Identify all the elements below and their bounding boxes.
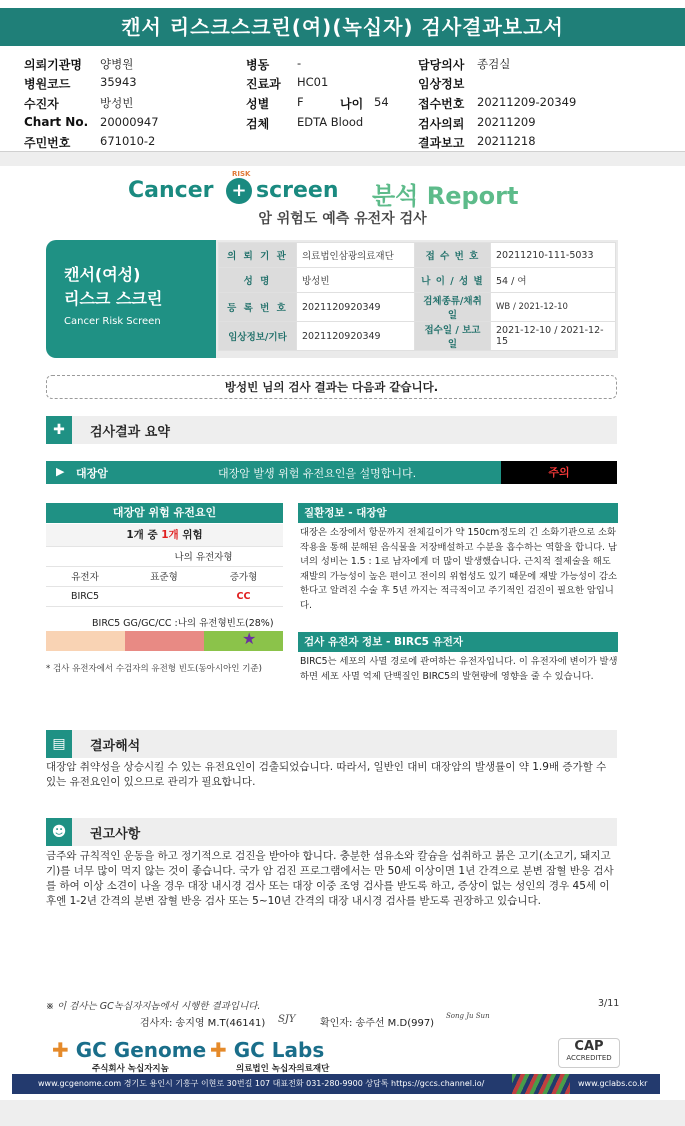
meta-value: 54 <box>374 95 389 109</box>
section-summary <box>46 416 617 444</box>
cancer-risk-bar <box>46 461 617 484</box>
gc-genome-subtitle: 주식회사 녹십자지놈 <box>92 1064 169 1074</box>
info-label: 임상정보/기타 <box>219 322 297 351</box>
report-title: 캔서 리스크스크린(여)(녹십자) 검사결과보고서 <box>0 8 685 46</box>
table-row <box>46 524 283 546</box>
meta-value: 양병원 <box>100 57 134 71</box>
factor-count <box>46 524 283 546</box>
genotype-frequency-bar <box>46 631 283 651</box>
meta-label: Chart No. <box>24 115 89 129</box>
report-icon: ▤ <box>46 730 72 758</box>
meta-value: 20211218 <box>477 134 536 148</box>
info-label: 의 뢰 기 관 <box>219 243 297 268</box>
gc-cross-icon: ✚ <box>210 1038 227 1062</box>
increase-genotype: CC <box>204 586 283 606</box>
confirmer: 확인자: 송주선 M.D(997) <box>320 1018 435 1029</box>
genotype-segment-low <box>46 631 125 651</box>
section-interpretation <box>46 730 617 758</box>
meta-label: 병동 <box>246 58 270 72</box>
meta-label: 검사의뢰 <box>418 117 465 131</box>
factor-header: 대장암 위험 유전요인 <box>46 503 283 523</box>
section-title: 검사결과 요약 <box>90 425 170 440</box>
meta-value: 방성빈 <box>100 96 134 110</box>
factor-count-risk: 1개 <box>161 529 179 542</box>
logo-risk-text: RISK <box>232 170 251 178</box>
signers <box>140 1012 490 1029</box>
logo-subtitle: 암 위험도 예측 유전자 검사 <box>258 211 427 227</box>
info-label: 나 이 / 성 별 <box>415 268 491 293</box>
gene-info-text: BIRC5는 세포의 사멸 경로에 관여하는 유전자입니다. 이 유전자에 변이가 발생하면 세포 사멸 억제 단백질인 BIRC5의 발현량에 영향을 줄 수 있습니다. <box>300 656 618 682</box>
meta-value: 20000947 <box>100 115 159 129</box>
meta-value: - <box>297 56 302 70</box>
specimen-info-table <box>218 242 616 351</box>
meta-label: 성별 <box>246 97 270 111</box>
examiner: 검사자: 송지영 M.T(46141) <box>140 1018 266 1029</box>
risk-level-badge: 주의 <box>501 461 617 484</box>
table-row <box>219 322 616 351</box>
factor-count-post: 위험 <box>178 529 203 542</box>
meta-label: 병원코드 <box>24 77 71 91</box>
meta-label: 검체 <box>246 117 270 131</box>
table-row <box>219 268 616 293</box>
info-value: 2021120920349 <box>297 293 415 322</box>
disease-info-text: 대장은 소장에서 항문까지 전체길이가 약 150cm정도의 긴 소화기관으로 소화작용을 통해 분해된 음식물을 저장배설하고 수분을 흡수하는 역할을 합니다. 남녀의 성비는 1.5 : 1로 남자에게 더 많이 발생했습니다. 근치적 절제술을 해도 재발의 가능성이 높은 편이고 전이의 위험성도 있기 때문에 재발 가능성이 감소한다고 알려진 수술 후 5년 까지는 적극적이고 주기적인 검진이 필요한 암입니다. <box>300 527 617 611</box>
gc-cross-icon: ✚ <box>52 1038 69 1062</box>
interpretation-text: 대장암 취약성을 상승시킬 수 있는 유전요인이 검출되었습니다. 따라서, 일반인 대비 대장암의 발생률이 약 1.9배 증가할 수 있는 유전요인이 있으므로 관리가 필요합니다. <box>46 761 607 788</box>
meta-value: F <box>297 95 304 109</box>
column-header: 유전자 <box>46 566 124 586</box>
footer-bar <box>12 1074 660 1094</box>
info-label: 접수일 / 보고일 <box>415 322 491 351</box>
footer-address: www.gcgenome.com 경기도 용인시 기흥구 이현로 30번길 107 대표전화 031-280-9900 상담톡 https://gccs.channel.io/ <box>38 1079 485 1088</box>
info-label: 성 명 <box>219 268 297 293</box>
meta-label: 결과보고 <box>418 136 465 150</box>
card-title-2: 리스크 스크린 <box>64 289 163 308</box>
gene-info-header: 검사 유전자 정보 - BIRC5 유전자 <box>298 632 618 652</box>
patient-meta <box>0 54 685 154</box>
gene-name: BIRC5 <box>46 586 124 606</box>
gc-genome-logo: ✚ GC Genome <box>52 1038 207 1062</box>
play-arrow-icon: ▶ <box>56 465 65 478</box>
gc-labs-logo: ✚ GC Labs <box>210 1038 325 1062</box>
table-row <box>46 566 283 586</box>
meta-label: 의뢰기관명 <box>24 58 82 72</box>
table-row <box>46 586 283 606</box>
cancer-screen-logo <box>0 172 685 232</box>
table-row <box>219 293 616 322</box>
recommendation-text: 금주와 규칙적인 운동을 하고 정기적으로 검진을 받아야 합니다. 충분한 섬유소와 칼슘을 섭취하고 붉은 고기(소고기, 돼지고기)를 너무 많이 먹지 않는 것이 좋습니다. 국가 암 검진 프로그램에서는 만 50세 이상이면 1년 간격으로 분변 잠혈 반응 검사를 하여 이상 소견이 나올 경우 대장 내시경 검사 또는 대장 이중 조영 검사를 받도록 하고, 증상이 없는 성인의 경우 45세 이후엔 1-2년 간격의 분변 잠혈 반응 검사 또는 5~10년 간격의 대장 내시경 검사를 받도록 권장하고 있습니다. <box>46 850 614 907</box>
cancer-description: 대장암 발생 위험 유전요인을 설명합니다. <box>218 467 417 480</box>
genotype-note: * 검사 유전자에서 수검자의 유전형 빈도(동아시아인 기준) <box>46 664 262 674</box>
page-number: 3/11 <box>598 998 620 1009</box>
info-label: 등 록 번 호 <box>219 293 297 322</box>
page-bottom <box>0 1100 685 1126</box>
result-notice: 방성빈 님의 검사 결과는 다음과 같습니다. <box>46 375 617 399</box>
column-header: 표준형 <box>124 566 204 586</box>
meta-value: 671010-2 <box>100 134 156 148</box>
meta-value: 35943 <box>100 75 137 89</box>
meta-value: 20211209-20349 <box>477 95 577 109</box>
section-title: 결과해석 <box>90 739 141 754</box>
gc-labs-subtitle: 의료법인 녹십자의료재단 <box>236 1064 330 1074</box>
plus-icon: + <box>226 178 252 204</box>
genotype-segment-mid <box>125 631 204 651</box>
product-card <box>46 240 216 358</box>
confirmer-signature: Song Ju Sun <box>446 1012 490 1020</box>
column-header: 증가형 <box>204 566 283 586</box>
logo-cancer-text: Cancer <box>128 178 214 203</box>
footer-note: ※ 이 검사는 GC녹십자지놈에서 시행한 결과입니다. <box>46 1001 261 1012</box>
meta-label: 담당의사 <box>418 58 465 72</box>
disease-info-header: 질환정보 - 대장암 <box>298 503 618 523</box>
meta-label: 주민번호 <box>24 136 71 150</box>
factor-count-pre: 1개 중 <box>126 529 162 542</box>
normal-genotype <box>124 586 204 606</box>
info-value: 2021120920349 <box>297 322 415 351</box>
meta-value: HC01 <box>297 75 329 89</box>
table-row <box>219 243 616 268</box>
meta-value: EDTA Blood <box>297 115 364 129</box>
cancer-bar-main <box>46 461 501 484</box>
meta-label: 임상정보 <box>418 77 465 91</box>
info-label: 검체종류/채취일 <box>415 293 491 322</box>
meta-label: 수진자 <box>24 97 59 111</box>
card-title-1: 캔서(여성) <box>64 265 141 284</box>
table-row <box>46 546 283 566</box>
my-genotype-label: 나의 유전자형 <box>124 546 283 566</box>
section-recommendation <box>46 818 617 846</box>
section-title: 권고사항 <box>90 827 141 842</box>
meta-label: 나이 <box>340 97 364 111</box>
clipboard-icon: ✚ <box>46 416 72 444</box>
info-value: 방성빈 <box>297 268 415 293</box>
doctor-icon: ☻ <box>46 818 72 846</box>
info-value: 2021-12-10 / 2021-12-15 <box>491 322 616 351</box>
footer-site: www.gclabs.co.kr <box>578 1079 648 1088</box>
logo-screen-text: screen <box>256 178 339 203</box>
info-value: 20211210-111-5033 <box>491 243 616 268</box>
cap-accredited-badge: CAP ACCREDITED <box>558 1038 620 1068</box>
star-icon: ★ <box>242 629 257 648</box>
genetic-factor-table <box>46 524 283 607</box>
info-value: 의료법인삼광의료재단 <box>297 243 415 268</box>
logo-report-text: 분석 Report <box>372 182 519 210</box>
info-value: 54 / 여 <box>491 268 616 293</box>
info-value: WB / 2021-12-10 <box>491 293 616 322</box>
card-subtitle: Cancer Risk Screen <box>64 316 161 327</box>
examiner-signature: SJY <box>278 1014 296 1025</box>
divider <box>0 152 685 166</box>
meta-value: 종검실 <box>477 57 511 71</box>
cancer-name: 대장암 <box>76 467 108 480</box>
decorative-stripes <box>512 1074 570 1094</box>
meta-label: 접수번호 <box>418 97 465 111</box>
info-label: 접 수 번 호 <box>415 243 491 268</box>
meta-value: 20211209 <box>477 115 536 129</box>
genotype-caption: BIRC5 GG/GC/CC :나의 유전형빈도(28%) <box>92 618 274 629</box>
meta-label: 진료과 <box>246 77 281 91</box>
